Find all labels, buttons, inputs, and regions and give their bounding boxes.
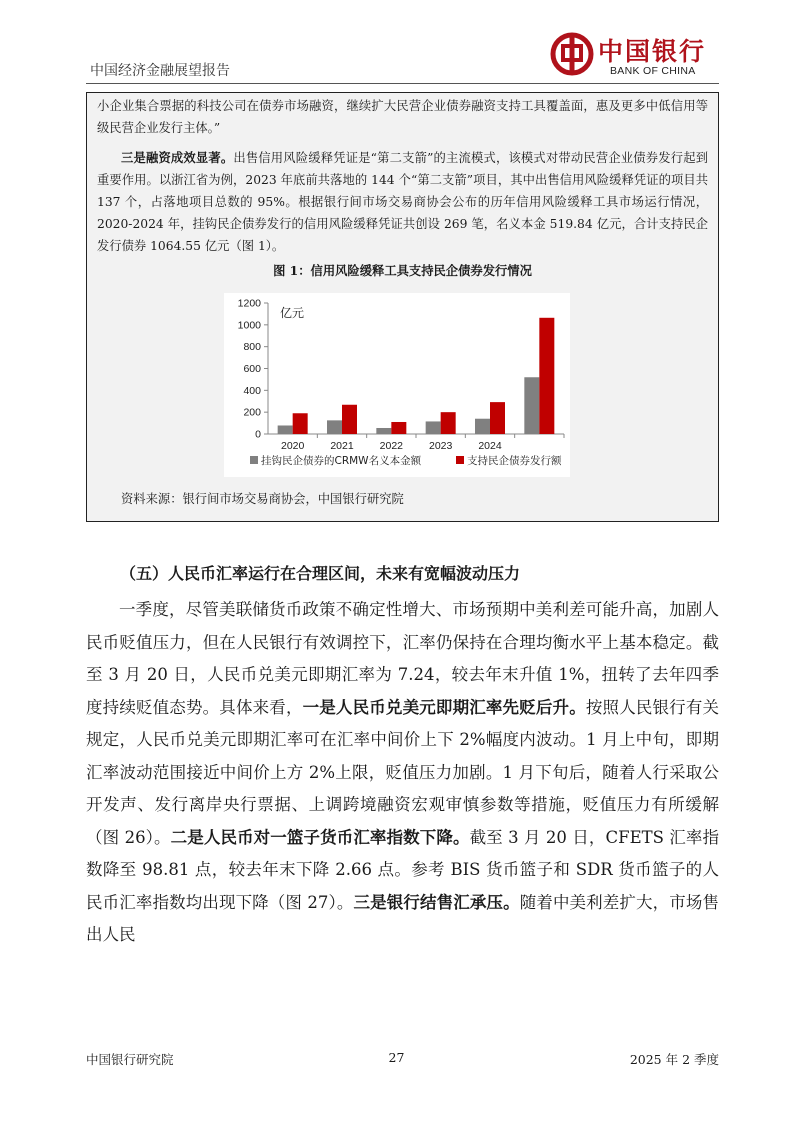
y-tick-label: 400 <box>243 384 261 397</box>
box-paragraph-2-bold: 三是融资成效显著。 <box>121 150 234 165</box>
box-paragraph-2 <box>97 147 708 257</box>
bar-issuance <box>342 405 357 434</box>
x-tick-label: 2021 <box>330 440 354 452</box>
body-text-1: 一季度，尽管美联储货币政策不确定性增大、市场预期中美利差可能升高，加剧人民币贬值压力，但在人民银行有效调控下，汇率仍保持在合理均衡水平上基本稳定。截至 3 月 20 日，人民币兑美元即期汇率为 7.24，较去年末升值 1%，扭转了去年四季度持续贬值态势。具体来看， <box>86 600 719 717</box>
y-tick-label: 600 <box>243 363 261 375</box>
bar-issuance <box>441 412 456 434</box>
figure-title: 图 1：信用风险缓释工具支持民企债券发行情况 <box>273 263 532 278</box>
bank-logo <box>548 30 718 82</box>
logo-english-name: BANK OF CHINA <box>610 65 696 77</box>
bar-chart <box>224 293 570 477</box>
x-tick-label: 2023 <box>428 440 453 452</box>
y-tick-label: 1200 <box>237 297 261 310</box>
header-title: 中国经济金融展望报告 <box>90 63 230 79</box>
chart-svg <box>224 293 570 477</box>
bar-issuance <box>391 422 406 434</box>
bank-of-china-emblem-icon <box>550 32 594 76</box>
bar-crmw <box>376 428 391 434</box>
box-paragraph-2-text: 出售信用风险缓释凭证是“第二支箭”的主流模式，该模式对带动民营企业债券发行起到重要作用。以浙江省为例，2023 年底前共落地的 144 个“第二支箭”项目，其中出售信用风险缓释凭证的项目共 137 个，占落地项目总数的 95%。根据银行间市场交易商协会公布的历年信用风险缓释工具市场运行情况，2020-2024 年，挂钩民企债券发行的信用风险缓释凭证共创设 269 笔，名义本金 519.84 亿元，合计支持民企发行债券 1064.55 亿元（图 1）。 <box>97 151 708 253</box>
x-tick-label: 2022 <box>379 440 404 452</box>
body-bold-3: 三是银行结售汇承压。 <box>353 892 520 912</box>
footer-left: 中国银行研究院 <box>86 1052 174 1067</box>
body-bold-2: 二是人民币对一篮子货币汇率指数下降。 <box>170 827 470 847</box>
page-number: 27 <box>388 1050 405 1065</box>
bar-crmw <box>426 421 441 434</box>
box-paragraph-1: 小企业集合票据的科技公司在债券市场融资，继续扩大民营企业债券融资支持工具覆盖面，惠及更多中低信用等级民营企业发行主体。” <box>97 99 708 135</box>
body-text-2: 按照人民银行有关规定，人民币兑美元即期汇率可在汇率中间价上下 2%幅度内波动。1 月上中旬，即期汇率波动范围接近中间价上方 2%上限，贬值压力加剧。1 月下旬后，随着人行采取公开发声、发行离岸央行票据、上调跨境融资宏观审慎参数等措施，贬值压力有所缓解（图 26）。 <box>86 697 720 847</box>
section-heading: （五）人民币汇率运行在合理区间，未来有宽幅波动压力 <box>120 564 521 583</box>
bar-crmw <box>278 425 293 434</box>
body-text <box>86 594 719 952</box>
y-tick-label: 1000 <box>237 319 261 332</box>
legend-swatch <box>250 456 258 464</box>
footer-right: 2025 年 2 季度 <box>629 1052 719 1067</box>
bar-issuance <box>293 413 308 434</box>
bar-crmw <box>475 419 490 434</box>
bar-crmw <box>524 377 539 434</box>
body-text-3: 截至 3 月 20 日，CFETS 汇率指数降至 98.81 点，较去年末下降 2.66 点。参考 BIS 货币篮子和 SDR 货币篮子的人民币汇率指数均出现下降（图 27）。 <box>86 827 719 912</box>
figure-source: 资料来源：银行间市场交易商协会，中国银行研究院 <box>121 492 404 506</box>
bar-crmw <box>327 420 342 434</box>
body-bold-1: 一是人民币兑美元即期汇率先贬后升。 <box>302 697 586 717</box>
header-divider <box>86 83 719 84</box>
y-tick-label: 800 <box>243 341 261 354</box>
legend-label: 支持民企债券发行额 <box>467 455 562 467</box>
y-tick-label: 200 <box>243 406 261 419</box>
x-tick-label: 2020 <box>280 440 305 452</box>
legend-swatch <box>456 456 464 464</box>
text-box <box>86 92 719 522</box>
legend-label: 挂钩民企债券的CRMW名义本金额 <box>261 455 422 467</box>
logo-chinese-name: 中国银行 <box>598 37 707 66</box>
y-tick-label: 0 <box>255 428 261 441</box>
bar-issuance <box>490 402 505 434</box>
bar-issuance <box>539 318 554 434</box>
y-axis-label: 亿元 <box>280 306 305 320</box>
body-paragraph <box>86 594 719 952</box>
body-text-4: 随着中美利差扩大，市场售出人民 <box>86 892 720 944</box>
x-tick-label: 2024 <box>478 440 502 452</box>
